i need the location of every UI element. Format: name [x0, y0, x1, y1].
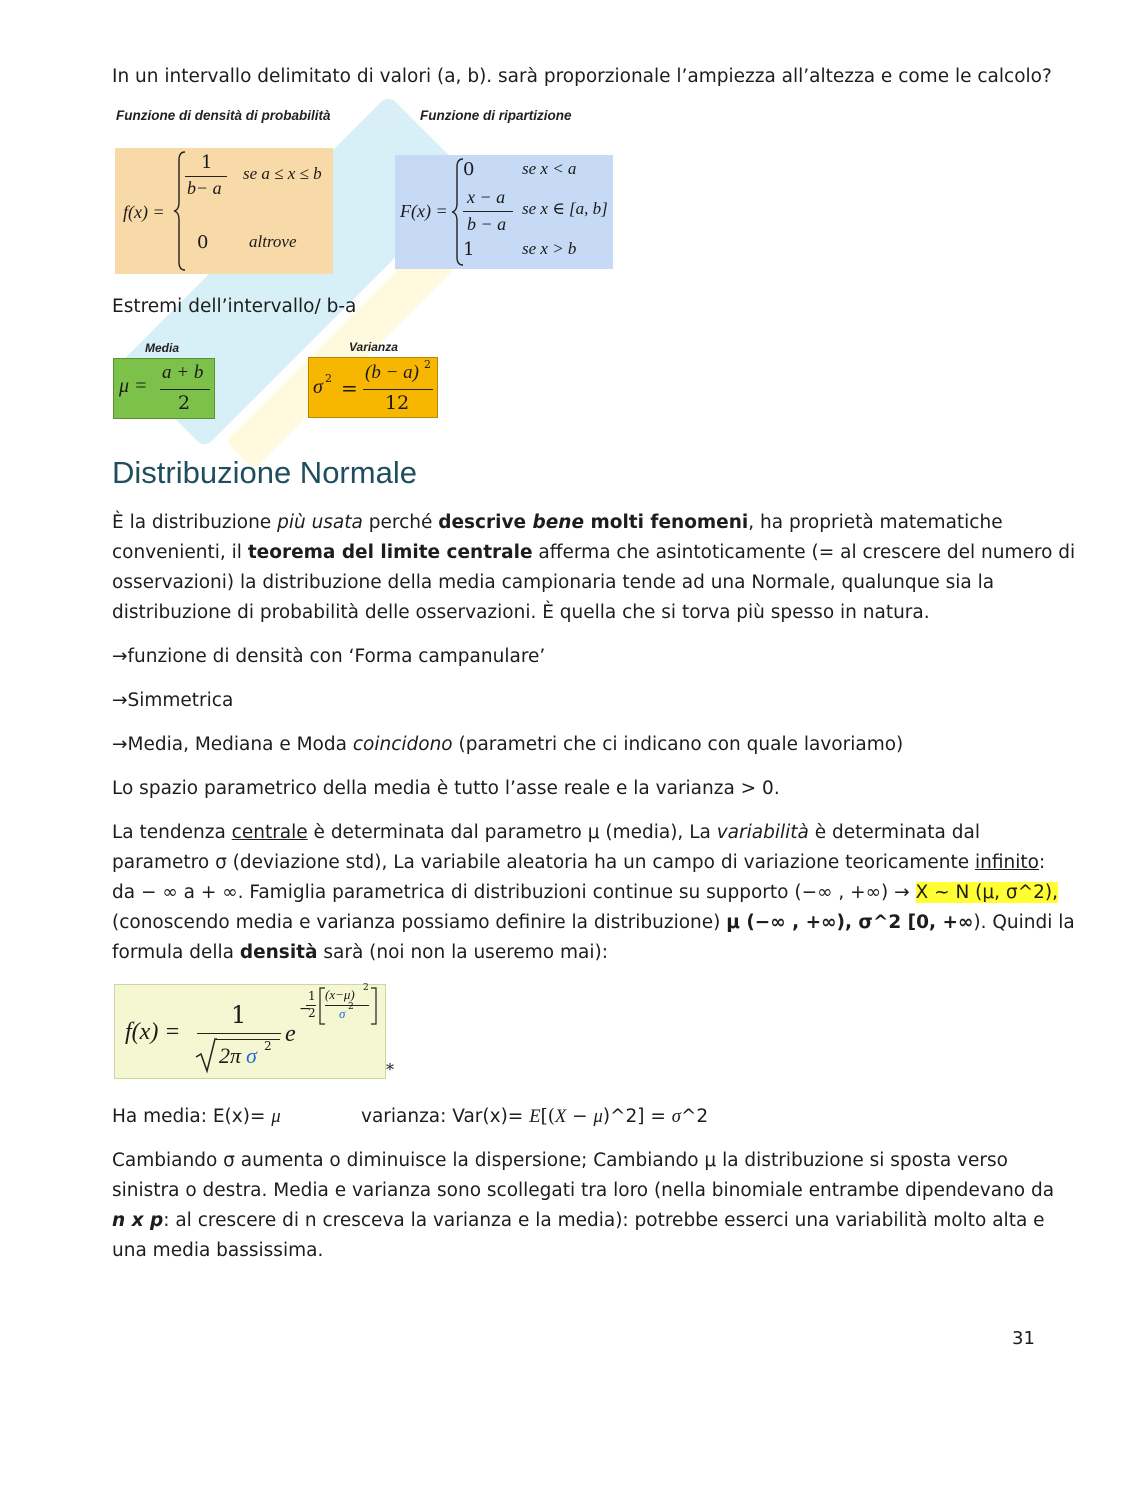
normal-exp-bar — [325, 1005, 369, 1006]
text-span: X — [554, 1107, 567, 1127]
paragraph-line: osservazioni) la distribuzione della media campionaria tende ad una Normale, qualunque sia la — [112, 572, 995, 593]
cdf-cond2: se x ∈ [a, b] — [522, 199, 608, 218]
text-span: da − ∞ a + ∞. Famiglia parametrica di distribuzioni continue su supporto (−∞ , +∞) → — [112, 882, 916, 903]
normal-exp-den: σ — [339, 1006, 346, 1021]
var-eq: = — [341, 376, 358, 400]
mean-line — [112, 1102, 281, 1132]
cdf-val3: 1 — [463, 239, 475, 260]
text-span: varianza: Var(x)= — [361, 1106, 530, 1127]
normal-den-exp: 2 — [264, 1039, 272, 1053]
paragraph-line — [112, 938, 608, 968]
var-exp: 2 — [325, 372, 332, 385]
text-span: infinito — [975, 852, 1039, 873]
normal-exp-half-den: 2 — [308, 1006, 316, 1020]
normal-exp-num-sq: 2 — [363, 983, 369, 993]
bullet-bell-shape: →funzione di densità con ‘Forma campanulare’ — [112, 646, 546, 667]
text-span: ^2 — [680, 1106, 709, 1127]
normal-e: e — [285, 1021, 296, 1047]
uniform-mean-formula — [113, 358, 215, 419]
text-span: E — [529, 1107, 541, 1127]
text-span: È la distribuzione — [112, 512, 278, 533]
text-span: più usata — [277, 512, 363, 533]
text-span: μ — [593, 1107, 603, 1127]
text-span: è determinata dal parametro μ (media), La — [307, 822, 717, 843]
text-span: parametro σ (deviazione std), La variabile aleatoria ha un campo di variazione teoricamente — [112, 852, 976, 873]
text-span: convenienti, il — [112, 542, 248, 563]
formula-star: * — [386, 1060, 394, 1079]
cdf-cond1: se x < a — [522, 159, 577, 178]
pdf-lhs: f(x) = — [123, 202, 165, 222]
paragraph-line: una media bassissima. — [112, 1240, 324, 1261]
text-span: μ (−∞ , +∞), σ^2 [0, +∞ — [726, 912, 974, 933]
uniform-variance-formula — [308, 357, 438, 418]
text-span: afferma che asintoticamente (= al crescere del numero di — [532, 542, 1076, 563]
text-span: [( — [540, 1106, 555, 1127]
cdf-num: x − a — [467, 187, 506, 207]
text-span: bene — [532, 512, 585, 533]
text-span: centrale — [231, 822, 308, 843]
bullet-symmetric: →Simmetrica — [112, 690, 234, 711]
text-span: )^2] = — [602, 1106, 672, 1127]
normal-density-formula — [114, 984, 386, 1079]
cdf-val1: 0 — [463, 159, 475, 180]
normal-den-sigma: σ — [246, 1043, 257, 1068]
text-span: − — [566, 1106, 594, 1127]
text-span: : al crescere di n cresceva la varianza e la media): potrebbe esserci una variabilità molto alta e — [163, 1210, 1045, 1231]
normal-exp-num: (x−μ) — [325, 987, 355, 1002]
cdf-den: b − a — [467, 214, 507, 234]
mean-fraction-bar — [160, 389, 210, 390]
mean-caption: Media — [145, 341, 180, 355]
intro-text: In un intervallo delimitato di valori (a, b). sarà proporzionale l’ampiezza all’altezza e come le calcolo? — [112, 66, 1052, 87]
text-span: teorema del limite centrale — [247, 542, 533, 563]
normal-lhs: f(x) = — [125, 1019, 181, 1045]
normal-exp-sign: − — [299, 1001, 311, 1017]
paragraph-line: Cambiando σ aumenta o diminuisce la dispersione; Cambiando μ la distribuzione si sposta verso — [112, 1150, 1008, 1171]
text-span: formula della — [112, 942, 240, 963]
uniform-pdf-formula — [115, 148, 333, 274]
text-span: densità — [239, 942, 318, 963]
pdf-caption: Funzione di densità di probabilità — [116, 108, 331, 123]
paragraph-line — [112, 818, 980, 848]
var-num: (b − a) — [365, 362, 419, 383]
pdf-num: 1 — [201, 152, 213, 173]
paragraph-line — [112, 848, 1045, 878]
paragraph-line: distribuzione di probabilità delle osservazioni. È quella che si torva più spesso in natura. — [112, 602, 930, 623]
text-span: →Media, Mediana e Moda — [112, 734, 353, 755]
text-span: variabilità — [716, 822, 809, 843]
pdf-cond1: se a ≤ x ≤ b — [243, 164, 322, 183]
text-span: molti fenomeni — [584, 512, 749, 533]
normal-den-a: 2π — [219, 1043, 242, 1068]
square-root-icon — [195, 1035, 217, 1075]
variance-line — [361, 1102, 708, 1132]
left-brace-icon — [173, 150, 187, 272]
paragraph-line — [112, 508, 1003, 538]
cdf-cond3: se x > b — [522, 239, 577, 258]
section-heading: Distribuzione Normale — [112, 455, 417, 490]
normal-exp-den-sq: 2 — [348, 1002, 354, 1012]
cdf-lhs: F(x) = — [400, 201, 448, 221]
bullet-mean-median-mode — [112, 730, 903, 760]
text-span: Ha media: E(x)= — [112, 1106, 272, 1127]
paragraph-line — [112, 878, 1058, 908]
right-bracket-icon — [370, 987, 378, 1025]
parameter-space-text: Lo spazio parametrico della media è tutto l’asse reale e la varianza > 0. — [112, 778, 780, 799]
cdf-fraction-bar — [463, 211, 513, 212]
text-span: coincidono — [352, 734, 453, 755]
text-span: sarà (noi non la useremo mai): — [317, 942, 608, 963]
uniform-cdf-formula — [395, 155, 613, 269]
text-span: perché — [362, 512, 439, 533]
text-span: (parametri che ci indicano con quale lavoriamo) — [452, 734, 904, 755]
text-span: descrive — [438, 512, 533, 533]
estremi-text: Estremi dell’intervallo/ b-a — [112, 296, 357, 317]
pdf-val2: 0 — [197, 232, 209, 253]
normal-fraction-bar — [197, 1033, 281, 1034]
var-num-exp: 2 — [424, 358, 431, 371]
var-fraction-bar — [363, 389, 433, 390]
pdf-den: b− a — [187, 178, 222, 198]
page-number: 31 — [1012, 1328, 1035, 1349]
mean-den: 2 — [178, 392, 191, 414]
paragraph-line: sinistra o destra. Media e varianza sono scollegati tra loro (nella binomiale entrambe dipendevano da — [112, 1180, 1055, 1201]
var-den: 12 — [385, 392, 410, 414]
paragraph-line — [112, 538, 1075, 568]
paragraph-line — [112, 908, 1075, 938]
cdf-caption: Funzione di ripartizione — [420, 108, 572, 123]
mean-lhs: μ = — [119, 375, 148, 397]
var-caption: Varianza — [349, 340, 398, 354]
text-span: μ — [271, 1107, 281, 1127]
normal-exp-half-num: 1 — [308, 989, 316, 1003]
text-span: n x p — [112, 1210, 164, 1231]
pdf-fraction-bar — [185, 176, 227, 177]
pdf-cond2: altrove — [249, 232, 297, 251]
text-span: ). Quindi la — [973, 912, 1075, 933]
text-span: è determinata dal — [808, 822, 980, 843]
text-span: (conoscendo media e varianza possiamo definire la distribuzione) — [112, 912, 727, 933]
normal-num: 1 — [231, 1001, 247, 1029]
text-span: La tendenza — [112, 822, 232, 843]
text-span: : — [1038, 852, 1046, 873]
text-span: σ — [671, 1107, 681, 1127]
mean-num: a + b — [162, 362, 204, 383]
highlighted-notation: X ~ N (μ, σ^2), — [915, 882, 1059, 903]
var-lhs: σ — [313, 376, 323, 398]
text-span: , ha proprietà matematiche — [748, 512, 1003, 533]
paragraph-line — [112, 1206, 1045, 1236]
